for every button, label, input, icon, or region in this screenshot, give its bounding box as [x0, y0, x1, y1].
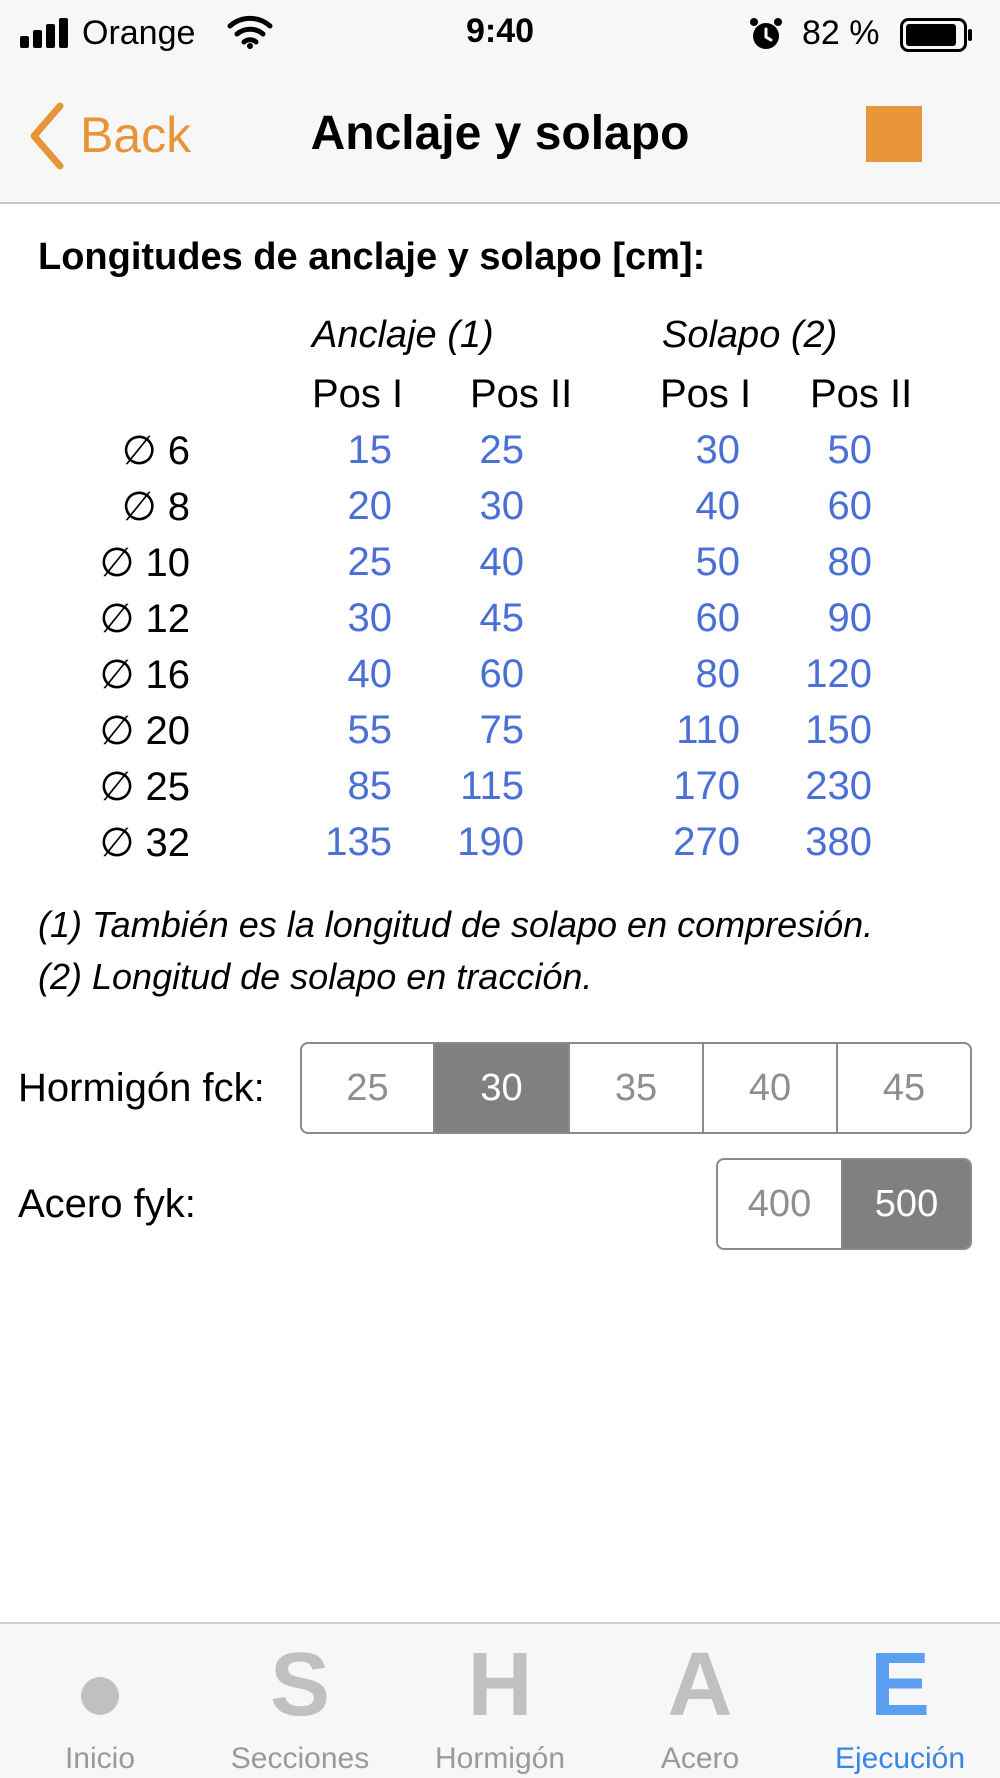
hormigon-option-40[interactable]: 40: [704, 1044, 838, 1132]
acero-option-400[interactable]: 400: [718, 1160, 843, 1248]
value-cell: 85: [347, 764, 392, 808]
acero-option-500[interactable]: 500: [843, 1160, 970, 1248]
group-header-anclaje: Anclaje (1): [312, 314, 494, 356]
value-cell: 30: [695, 428, 740, 472]
value-cell: 190: [457, 820, 524, 864]
value-cell: 40: [347, 652, 392, 696]
back-label[interactable]: Back: [80, 107, 192, 163]
value-cell: 45: [479, 596, 524, 640]
value-cell: 25: [347, 540, 392, 584]
hormigon-label: Hormigón fck:: [18, 1066, 265, 1110]
value-cell: 60: [827, 484, 872, 528]
tab-label: Inicio: [64, 1742, 136, 1775]
diameter-label: ∅ 20: [99, 709, 190, 753]
hormigon-option-25[interactable]: 25: [302, 1044, 435, 1132]
status-bar: [0, 0, 1000, 72]
value-cell: 50: [695, 540, 740, 584]
value-cell: 75: [479, 708, 524, 752]
tab-inicio[interactable]: [0, 1624, 200, 1778]
value-cell: 60: [695, 596, 740, 640]
footnote-2: (2) Longitud de solapo en tracción.: [38, 956, 593, 997]
action-square-button[interactable]: [866, 106, 922, 162]
diameter-label: ∅ 8: [121, 485, 190, 529]
letter-s-icon: S: [269, 1635, 331, 1735]
hormigon-option-30[interactable]: 30: [435, 1044, 570, 1132]
value-cell: 170: [673, 764, 740, 808]
tab-label: Secciones: [230, 1742, 370, 1775]
diameter-label: ∅ 16: [99, 653, 190, 697]
column-header: Pos II: [810, 372, 913, 416]
value-cell: 230: [805, 764, 872, 808]
tab-label: Ejecución: [834, 1742, 966, 1775]
value-cell: 80: [827, 540, 872, 584]
letter-h-icon: H: [467, 1635, 533, 1735]
value-cell: 115: [460, 764, 524, 808]
battery-percentage: 82 %: [802, 14, 880, 52]
diameter-label: ∅ 25: [99, 765, 190, 809]
value-cell: 55: [347, 708, 392, 752]
column-header: Pos I: [312, 372, 404, 416]
acero-segmented-control: [716, 1158, 972, 1250]
value-cell: 270: [673, 820, 740, 864]
tab-ejecucion[interactable]: [800, 1624, 1000, 1778]
tab-label: Hormigón: [434, 1742, 566, 1775]
footnote-1: (1) También es la longitud de solapo en compresión.: [38, 904, 874, 945]
value-cell: 15: [347, 428, 392, 472]
value-cell: 25: [479, 428, 524, 472]
hormigon-segmented-control: [300, 1042, 972, 1134]
column-header: Pos II: [470, 372, 573, 416]
value-cell: 150: [805, 708, 872, 752]
table-heading: Longitudes de anclaje y solapo [cm]:: [38, 236, 706, 278]
carrier-name: Orange: [82, 14, 196, 52]
navigation-bar: [0, 72, 1000, 204]
value-cell: 80: [695, 652, 740, 696]
value-cell: 60: [479, 652, 524, 696]
acero-label: Acero fyk:: [18, 1182, 196, 1226]
tab-hormigon[interactable]: [400, 1624, 600, 1778]
column-header: Pos I: [660, 372, 752, 416]
value-cell: 50: [827, 428, 872, 472]
value-cell: 30: [479, 484, 524, 528]
letter-a-icon: A: [667, 1635, 733, 1735]
tab-acero[interactable]: [600, 1624, 800, 1778]
diameter-label: ∅ 10: [99, 541, 190, 585]
hormigon-option-45[interactable]: 45: [882, 1066, 926, 1109]
value-cell: 40: [479, 540, 524, 584]
value-cell: 40: [695, 484, 740, 528]
value-cell: 20: [347, 484, 392, 528]
dot-icon: [0, 1640, 200, 1730]
alarm-icon: [748, 16, 784, 52]
diameter-label: ∅ 12: [99, 597, 190, 641]
clock-time: 9:40: [465, 12, 535, 50]
group-header-solapo: Solapo (2): [662, 314, 838, 356]
tab-label: Acero: [660, 1742, 740, 1775]
value-cell: 90: [827, 596, 872, 640]
tab-bar: [0, 1622, 1000, 1778]
battery-icon: [900, 18, 974, 52]
value-cell: 110: [676, 708, 740, 752]
diameter-label: ∅ 32: [99, 821, 190, 865]
value-cell: 135: [325, 820, 392, 864]
diameter-label: ∅ 6: [121, 429, 190, 473]
page-title: Anclaje y solapo: [310, 107, 690, 160]
hormigon-option-35[interactable]: 35: [570, 1044, 704, 1132]
value-cell: 380: [805, 820, 872, 864]
tab-secciones[interactable]: [200, 1624, 400, 1778]
letter-e-icon: E: [869, 1635, 931, 1735]
value-cell: 30: [347, 596, 392, 640]
value-cell: 120: [805, 652, 872, 696]
